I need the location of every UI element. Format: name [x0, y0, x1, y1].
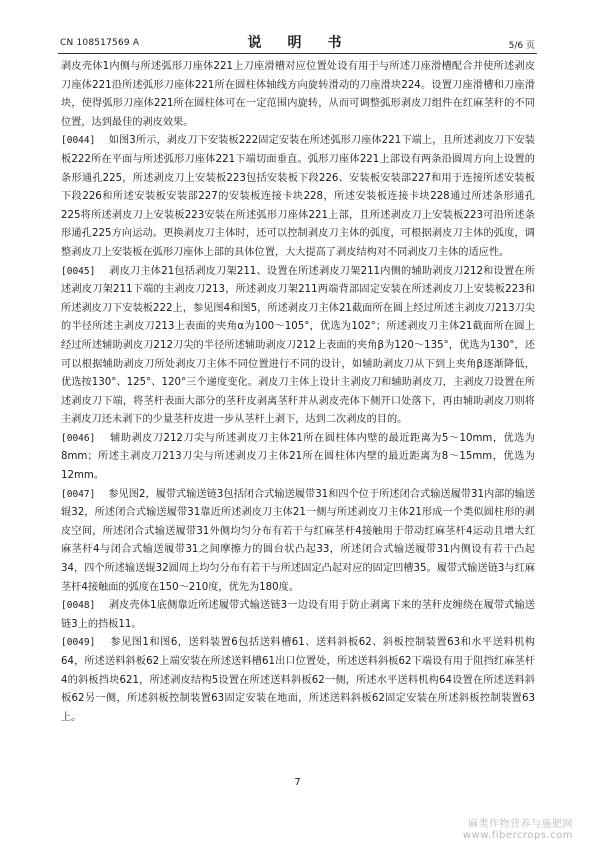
paragraph-number: [0047]: [61, 488, 96, 500]
paragraph-0045: [61, 263, 535, 430]
paragraph-text: 辅助剥皮刀212刀尖与所述剥皮刀主体21所在圆柱体内壁的最近距离为5～10mm，优选为8mm；所述主剥皮刀213刀尖与所述剥皮刀主体21所在圆柱体内壁的最近距离为8～15mm，优选为12mm。: [61, 432, 535, 482]
paragraph-text: 剥皮壳体1底侧靠近所述履带式输送链3一边设有用于防止剥离下来的茎秆皮缠绕在履带式输送链3上的挡板11。: [61, 600, 535, 630]
document-body: [61, 58, 535, 727]
paragraph-0047: [61, 486, 535, 598]
paragraph-text: 剥皮壳体1内侧与所述弧形刀座体221上刀座滑槽对应位置处设有用于与所述刀座滑槽配合并使所述剥皮刀座体221沿所述弧形刀座体221所在圆柱体轴线方向旋转滑动的刀座滑块224。设置刀座滑槽和刀座滑块，使得弧形刀座体221所在圆柱体可在一定范围内旋转，从而可调整弧形剥皮刀组件在红麻茎秆的不同位置，达到最佳的剥皮效果。: [61, 61, 535, 128]
paragraph-text: 参见图1和图6，送料装置6包括送料槽61、送料斜板62、斜板控制装置63和水平送料机构64，所述送料斜板62上端安装在所述送料槽61出口位置处，所述送料斜板62下端设有用于阻挡红麻茎杆4的斜板挡块621，所述剥皮结构5设置在所述送料斜板62一侧，所述水平送料机构64设置在所述送料斜板62另一侧，所述斜板控制装置63固定安装在地面，所述送料斜板62固定安装在所述斜板控制装置63上。: [61, 637, 535, 723]
paragraph-text: 如图3所示，剥皮刀下安装板222固定安装在所述弧形刀座体221下端上，且所述剥皮刀下安装板222所在平面与所述弧形刀座体221下端切面垂直。弧形刀座体221上部设有两条沿圆周方向上设置的条形通孔225，所述剥皮刀上安装板223包括安装板下段226、安装板安装部227和用于连接所述安装板下段226和所述安装板安装部227的安装板连接卡块228，所述安装板连接卡块228通过所述条形通孔225将所述剥皮刀上安装板223安装在所述弧形刀座体221上部，且所述剥皮刀上安装板223可沿所述条形通孔225方向运动。更换剥皮刀主体时，还可以控制剥皮刀主体的弧度，可根据剥皮刀主体的弧度，调整剥皮刀上安装板在弧形刀座体上部的具体位置，大大提高了剥皮结构对不同剥皮刀主体的适应性。: [61, 135, 535, 258]
watermark-title: 麻类作物营养与施肥网: [468, 819, 573, 830]
page-number: 7: [294, 777, 301, 788]
page-reference: 5/6 页: [508, 41, 535, 51]
watermark-url: www.fibercrops.com: [462, 830, 573, 841]
paragraph-number: [0046]: [61, 432, 96, 444]
document-title: 说 明 书: [247, 35, 348, 51]
paragraph-number: [0048]: [61, 600, 96, 612]
patent-number: CN 108517569 A: [60, 38, 140, 48]
paragraph-0049: [61, 634, 535, 727]
paragraph-number: [0049]: [61, 637, 96, 649]
paragraph-text: 参见图2，履带式输送链3包括闭合式输送履带31和四个位于所述闭合式输送履带31内部的输送辊32，所述闭合式输送履带31靠近所述剥皮刀主体21一侧与所述剥皮刀主体21形成一个类似圆柱形的剥皮空间，所述闭合式输送履带31外侧均匀分布有若干与红麻茎杆4接触用于带动红麻茎杆4运动且增大红麻茎杆4与闭合式输送履带31之间摩擦力的圆台状凸起33，所述闭合式输送履带31内侧设有若干凸起34，四个所述输送辊32圆周上均匀分布有若干与所述固定凸起对应的固定凹槽35。履带式输送链3与红麻茎杆4接触面的弧度在150～210度，优先为180度。: [61, 488, 535, 593]
paragraph-text: 剥皮刀主体21包括剥皮刀架211、设置在所述剥皮刀架211内侧的辅助剥皮刀212和设置在所述剥皮刀架211下端的主剥皮刀213，所述剥皮刀架211两端背部固定安装在所述剥皮刀上安装板223和所述剥皮刀下安装板222上，参见图4和图5，所述剥皮刀主体21截面所在圆上经过所述主剥皮刀213刀尖的半径所述主剥皮刀213上表面的夹角α为100～105°，优选为102°；所述剥皮刀主体21截面所在圆上经过所述辅助剥皮刀212刀尖的半径所述辅助剥皮刀212上表面的夹角β为120～135°，优选为130°，还可以根据辅助剥皮刀所处剥皮刀主体不同位置进行不同的设计，如辅助剥皮刀从下到上夹角β逐渐降低，优选按130°、125°、120°三个递度变化。剥皮刀主体上设计主剥皮刀和辅助剥皮刀，主剥皮刀设置在所述剥皮刀下端，将茎杆表面大部分的茎秆皮剥离茎秆并从剥皮壳体下侧开口处落下，再由辅助剥皮刀则将主剥皮刀还未剥下的少量茎秆皮进一步从茎杆上剥下，达到二次剥皮的目的。: [61, 265, 535, 426]
paragraph-number: [0044]: [61, 135, 96, 147]
watermark: [463, 815, 573, 841]
paragraph-continued: [61, 58, 535, 132]
paragraph-0048: [61, 597, 535, 634]
header-rule: [58, 53, 537, 54]
paragraph-number: [0045]: [61, 265, 96, 277]
paragraph-0046: [61, 430, 535, 486]
paragraph-0044: [61, 132, 535, 262]
